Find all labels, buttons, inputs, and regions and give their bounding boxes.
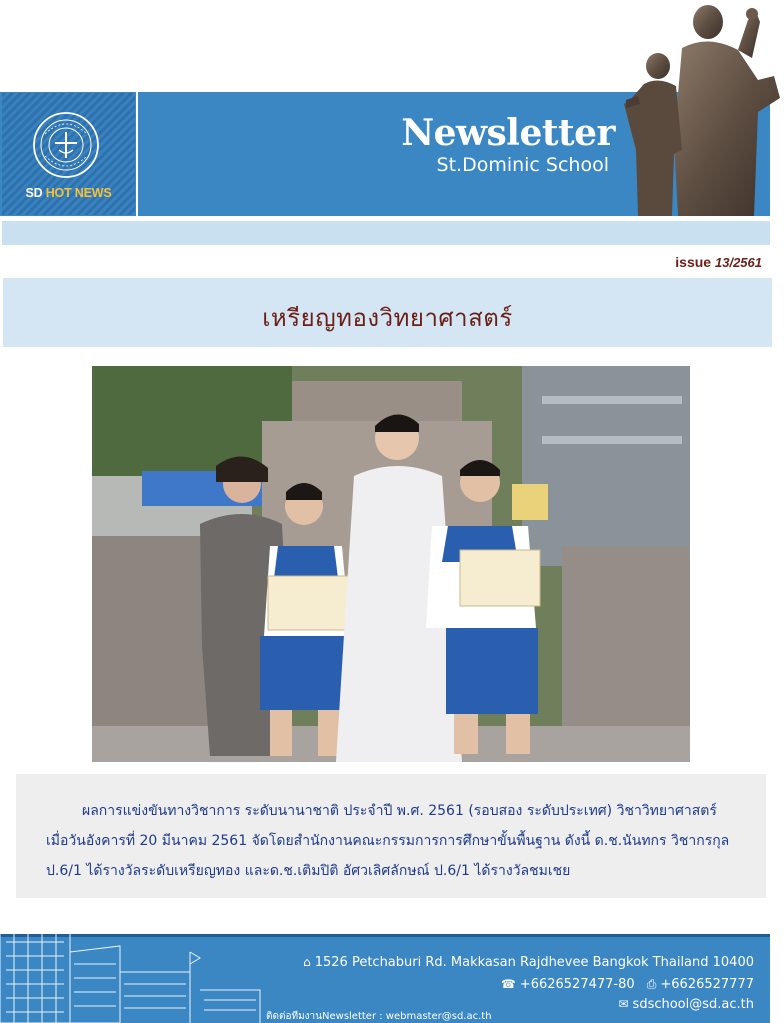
footer-contact[interactable]: ติดต่อทีมงานNewsletter : webmaster@sd.ac.th bbox=[266, 1011, 492, 1022]
footer-fax-text: +6626527777 bbox=[660, 977, 754, 992]
home-icon: ⌂ bbox=[303, 955, 311, 969]
article-text bbox=[46, 796, 746, 886]
footer-address bbox=[303, 955, 754, 970]
header-divider bbox=[0, 216, 770, 218]
issue-number: 13/2561 bbox=[715, 255, 762, 270]
article-body bbox=[16, 774, 766, 898]
school-seal-logo bbox=[31, 110, 101, 180]
header-subbar bbox=[2, 221, 770, 245]
headline-banner bbox=[3, 278, 772, 347]
article-line: ผลการแข่งขันทางวิชาการ ระดับนานาชาติ ประจำปี พ.ศ. 2561 (รอบสอง ระดับประเทศ) วิชาวิทยาศาสตร์ bbox=[82, 803, 717, 819]
issue-label bbox=[675, 254, 762, 270]
logo-divider bbox=[136, 92, 138, 216]
footer-email bbox=[618, 997, 754, 1012]
phone-icon: ☎ bbox=[500, 977, 516, 991]
article-line: เมื่อวันอังคารที่ 20 มีนาคม 2561 จัดโดยสำนักงานคณะกรรมการการศึกษาขั้นพื้นฐาน ดังนี้ ด.ช.นันทกร วิชากรกุล bbox=[46, 833, 730, 849]
article-line: ป.6/1 ได้รางวัลระดับเหรียญทอง และด.ช.เติมปิติ อัศวเลิศลักษณ์ ป.6/1 ได้รางวัลชมเชย bbox=[46, 863, 571, 879]
headline-title: เหรียญทองวิทยาศาสตร์ bbox=[262, 304, 513, 332]
footer-phone-fax bbox=[501, 977, 754, 992]
fax-icon: ⎙ bbox=[646, 977, 657, 991]
mail-icon: ✉ bbox=[618, 997, 629, 1011]
issue-word: issue bbox=[675, 254, 712, 270]
footer-phone-text: +6626527477-80 bbox=[519, 977, 635, 992]
school-buildings-illustration bbox=[0, 912, 270, 1023]
statue-illustration bbox=[620, 0, 784, 216]
footer-email-text[interactable]: sdschool@sd.ac.th bbox=[632, 997, 754, 1012]
badge-hot-news: HOT NEWS bbox=[45, 186, 112, 200]
newsletter-subtitle: St.Dominic School bbox=[436, 154, 609, 176]
badge-sd: SD bbox=[25, 186, 43, 200]
award-photo bbox=[92, 366, 690, 762]
sd-hot-news-badge bbox=[2, 186, 135, 200]
footer-address-text: 1526 Petchaburi Rd. Makkasan Rajdhevee Bangkok Thailand 10400 bbox=[314, 955, 754, 970]
newsletter-title: Newsletter bbox=[401, 112, 615, 154]
